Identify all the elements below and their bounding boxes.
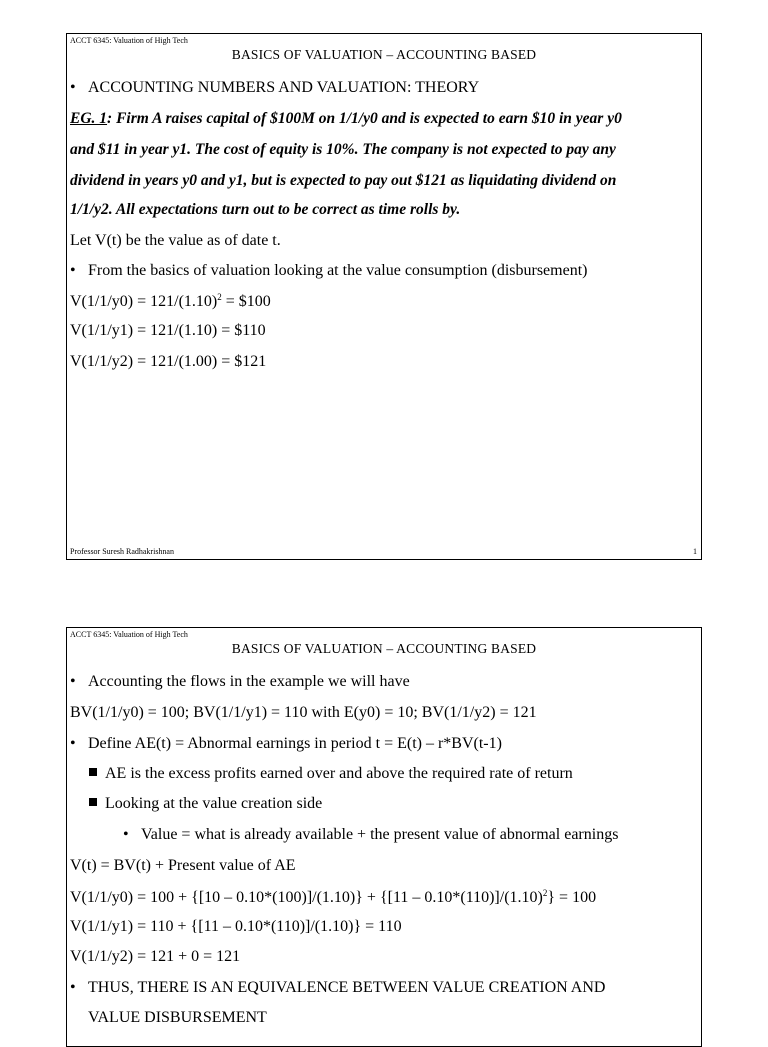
bullet-dot-icon: •	[70, 979, 76, 996]
formula-v0-result: = $100	[221, 293, 271, 310]
subsubbullet-value-definition	[123, 826, 618, 844]
footer-author: Professor Suresh Radhakrishnan	[70, 547, 174, 556]
course-label: ACCT 6345: Valuation of High Tech	[70, 36, 188, 45]
subbullet-excess-profits	[89, 765, 573, 783]
bullet-dot-icon: •	[70, 735, 76, 752]
slide-title: BASICS OF VALUATION – ACCOUNTING BASED	[231, 641, 537, 656]
square-bullet-icon	[89, 768, 97, 776]
formula-v2: V(1/1/y2) = 121/(1.00) = $121	[70, 353, 267, 370]
example-line-4: 1/1/y2. All expectations turn out to be correct as time rolls by.	[70, 201, 461, 218]
example-line-1	[70, 110, 622, 128]
bullet-dot-icon: •	[70, 79, 76, 96]
formula-v0-main: V(1/1/y0) = 121/(1.10)	[70, 293, 218, 310]
value-definition-text: Value = what is already available + the present value of abnormal earnings	[141, 826, 619, 843]
course-label: ACCT 6345: Valuation of High Tech	[70, 630, 188, 639]
value-creation-text: Looking at the value creation side	[105, 795, 323, 812]
formula-v0	[70, 888, 596, 907]
formula-v0	[70, 292, 271, 311]
page-number: 1	[693, 547, 697, 556]
subbullet-value-creation	[89, 795, 322, 813]
let-line: Let V(t) be the value as of date t.	[70, 232, 281, 249]
bullet-dot-icon: •	[123, 826, 129, 843]
formula-v0-exponent: 2	[542, 888, 548, 898]
formula-v0-main: V(1/1/y0) = 100 + {[10 – 0.10*(100)]/(1.10)} + {[11 – 0.10*(110)]/(1.10)	[70, 889, 543, 906]
slide-2	[66, 627, 702, 1047]
excess-profits-text: AE is the excess profits earned over and above the required rate of return	[105, 765, 573, 782]
formula-v1: V(1/1/y1) = 110 + {[11 – 0.10*(110)]/(1.10)} = 110	[70, 918, 402, 935]
example-line-2: and $11 in year y1. The cost of equity is 10%. The company is not expected to pay any	[70, 141, 616, 158]
equivalence-continuation: VALUE DISBURSEMENT	[88, 1009, 267, 1026]
bullet-accounting-flows	[70, 673, 410, 691]
square-bullet-icon	[89, 798, 97, 806]
formula-v1: V(1/1/y1) = 121/(1.10) = $110	[70, 322, 266, 339]
bullet-dot-icon: •	[70, 262, 76, 279]
bullet-dot-icon: •	[70, 673, 76, 690]
accounting-flows-text: Accounting the flows in the example we will have	[88, 673, 410, 690]
slide-1	[66, 33, 702, 560]
example-label: EG. 1	[70, 110, 108, 127]
formula-v0-result: } = 100	[547, 889, 597, 906]
equivalence-text: THUS, THERE IS AN EQUIVALENCE BETWEEN VALUE CREATION AND	[88, 979, 606, 996]
basics-text: From the basics of valuation looking at the value consumption (disbursement)	[88, 262, 588, 279]
formula-v2: V(1/1/y2) = 121 + 0 = 121	[70, 948, 241, 965]
heading-text: ACCOUNTING NUMBERS AND VALUATION: THEORY	[88, 79, 480, 96]
example-line-3: dividend in years y0 and y1, but is expected to pay out $121 as liquidating dividend on	[70, 172, 617, 189]
bullet-basics	[70, 262, 587, 280]
bullet-heading	[70, 79, 479, 97]
slide-title: BASICS OF VALUATION – ACCOUNTING BASED	[231, 47, 537, 62]
formula-v0-exponent: 2	[217, 292, 222, 302]
example-text-1: : Firm A raises capital of $100M on 1/1/y0 and is expected to earn $10 in year y0	[107, 110, 622, 127]
formula-vt: V(t) = BV(t) + Present value of AE	[70, 857, 296, 874]
bullet-equivalence	[70, 979, 605, 997]
bullet-define-ae	[70, 735, 502, 753]
define-ae-text: Define AE(t) = Abnormal earnings in period t = E(t) – r*BV(t-1)	[88, 735, 502, 752]
book-value-line: BV(1/1/y0) = 100; BV(1/1/y1) = 110 with E(y0) = 10; BV(1/1/y2) = 121	[70, 704, 537, 721]
